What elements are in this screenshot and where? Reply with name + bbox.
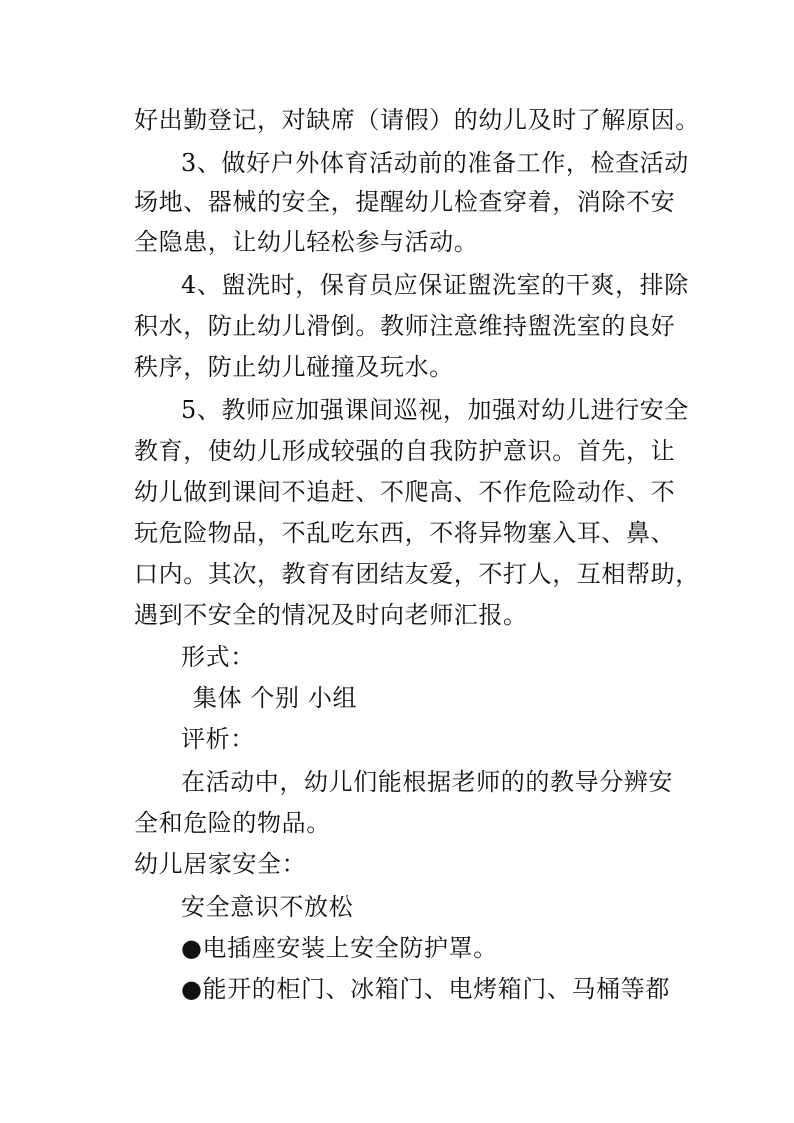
item-5-line-1: 5、教师应加强课间巡视，加强对幼儿进行安全 [181,396,689,424]
form-label: 形式： [181,643,255,671]
item-5-line-3: 幼儿做到课间不追赶、不爬高、不作危险动作、不 [134,478,676,506]
item-3-line-2: 场地、器械的安全，提醒幼儿检查穿着，消除不安 [134,188,676,216]
analysis-label: 评析： [181,725,255,753]
form-options: 集体 个别 小组 [193,684,358,712]
item-4-line-2: 积水，防止幼儿滑倒。教师注意维持盥洗室的良好 [134,312,676,340]
item-5-line-4: 玩危险物品，不乱吃东西，不将异物塞入耳、鼻、 [134,519,676,547]
item-5-line-5: 口内。其次，教育有团结友爱，不打人，互相帮助， [134,560,700,588]
analysis-line-1: 在活动中，幼儿们能根据老师的的教导分辨安 [181,768,673,796]
item-4-line-3: 秩序，防止幼儿碰撞及玩水。 [134,353,454,381]
item-3-line-3: 全隐患，让幼儿轻松参与活动。 [134,228,479,256]
bullet-item-doors: ●能开的柜门、冰箱门、电烤箱门、马桶等都 [181,975,670,1003]
analysis-line-2: 全和危险的物品。 [134,809,331,837]
paragraph-line-attendance: 好出勤登记，对缺席（请假）的幼儿及时了解原因。 [134,106,700,134]
subheading-safety-awareness: 安全意识不放松 [181,893,354,921]
section-heading-home-safety: 幼儿居家安全： [134,850,307,878]
item-5-line-2: 教育，使幼儿形成较强的自我防护意识。首先，让 [134,437,676,465]
item-5-line-6: 遇到不安全的情况及时向老师汇报。 [134,601,528,629]
bullet-item-socket-cover: ●电插座安装上安全防护罩。 [181,934,498,962]
item-4-line-1: 4、盥洗时，保育员应保证盥洗室的干爽，排除 [181,271,689,299]
item-3-line-1: 3、做好户外体育活动前的准备工作，检查活动 [181,149,689,177]
